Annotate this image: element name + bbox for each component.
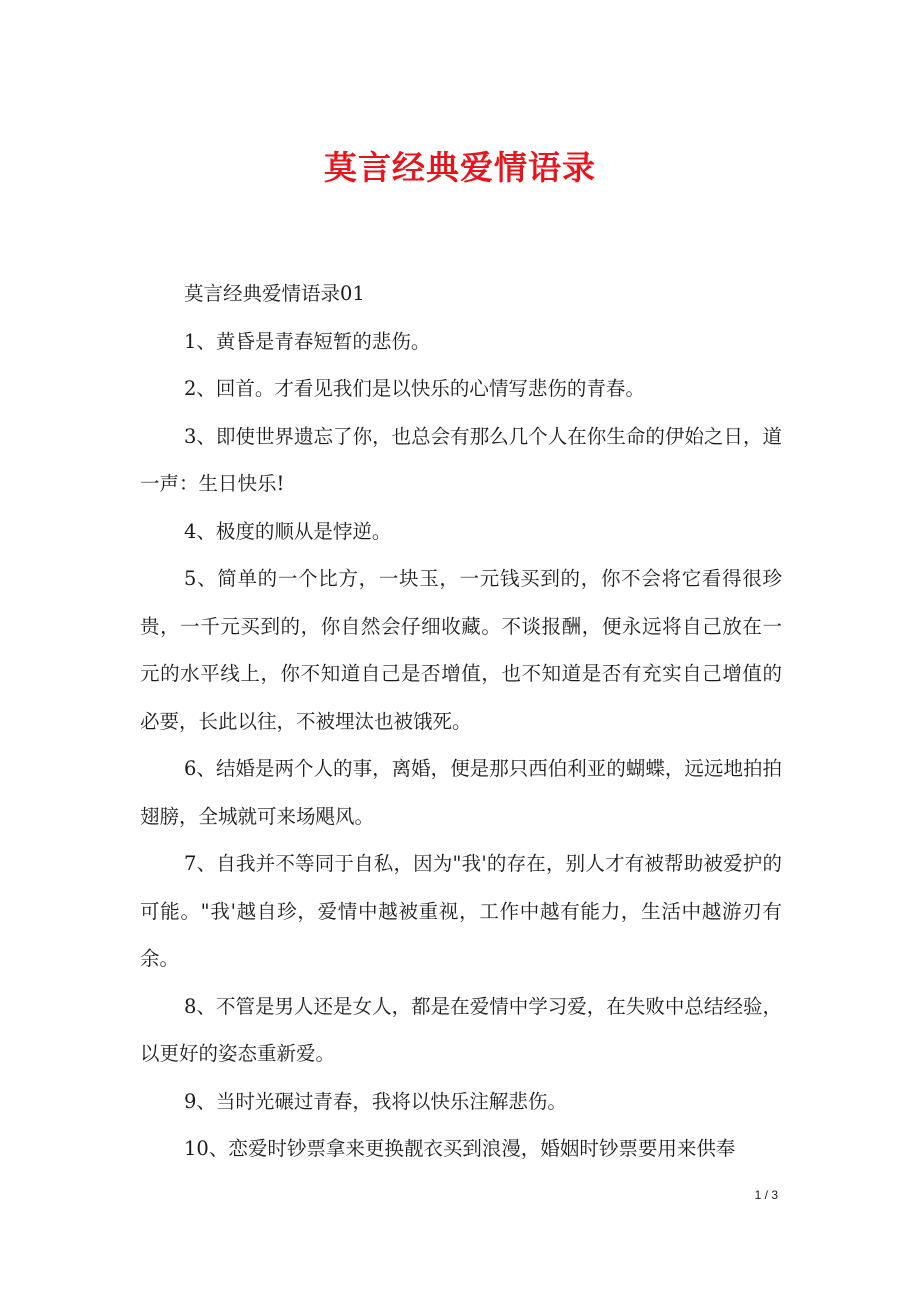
paragraph-quote-6: 6、结婚是两个人的事，离婚，便是那只西伯利亚的蝴蝶，远远地拍拍翅膀，全城就可来场飓风。 xyxy=(140,757,782,828)
page-indicator: 1 / 3 xyxy=(754,1188,778,1202)
document-body xyxy=(140,270,782,1173)
paragraph-quote-10: 10、恋爱时钞票拿来更换靓衣买到浪漫，婚姻时钞票要用来供奉 xyxy=(184,1137,736,1160)
document-title: 莫言经典爱情语录 xyxy=(324,148,596,187)
paragraph-quote-9: 9、当时光碾过青春，我将以快乐注解悲伤。 xyxy=(184,1089,567,1113)
paragraph-quote-1: 1、黄昏是青春短暂的悲伤。 xyxy=(184,329,431,353)
paragraph-quote-2: 2、回首。才看见我们是以快乐的心情写悲伤的青春。 xyxy=(184,377,645,400)
paragraph-subtitle: 莫言经典爱情语录01 xyxy=(184,282,365,305)
paragraph-quote-5: 5、简单的一个比方，一块玉，一元钱买到的，你不会将它看得很珍贵，一千元买到的，你自然会仔细收藏。不谈报酬，便永远将自己放在一元的水平线上，你不知道自己是否增值，也不知道是否有充实自己增值的必要，长此以往，不被埋汰也被饿死。 xyxy=(140,567,782,733)
paragraph-quote-7: 7、自我并不等同于自私，因为"我'的存在，别人才有被帮助被爱护的可能。"我'越自珍，爱情中越被重视，工作中越有能力，生活中越游刃有余。 xyxy=(140,852,782,970)
paragraph-quote-4: 4、极度的顺从是悖逆。 xyxy=(184,519,392,543)
paragraph-quote-8: 8、不管是男人还是女人，都是在爱情中学习爱，在失败中总结经验，以更好的姿态重新爱。 xyxy=(140,994,782,1065)
paragraph-quote-3: 3、即使世界遗忘了你，也总会有那么几个人在你生命的伊始之日，道一声：生日快乐! xyxy=(140,424,782,495)
